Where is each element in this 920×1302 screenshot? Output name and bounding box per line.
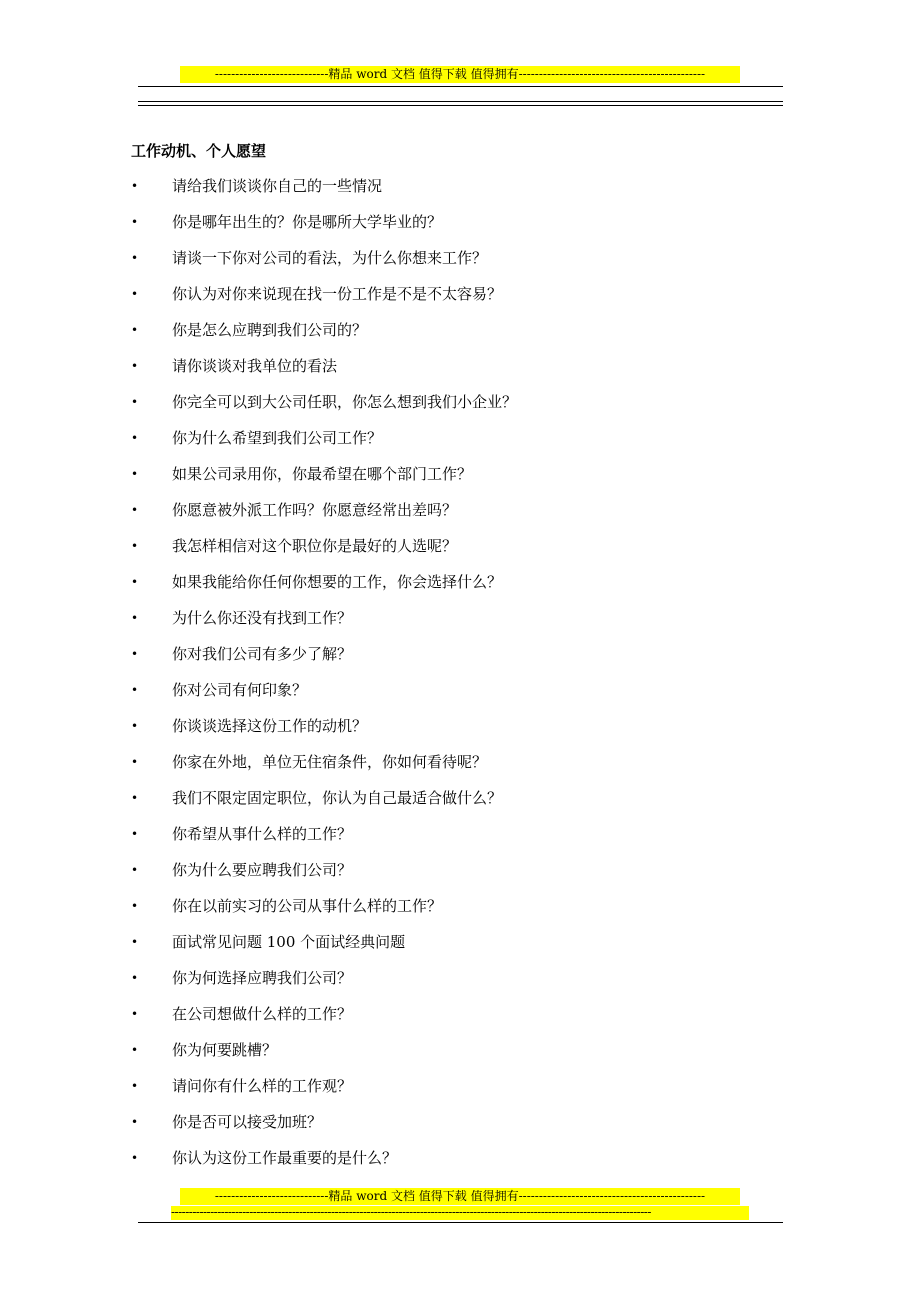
question-item	[131, 319, 771, 355]
bullet-icon: •	[131, 863, 139, 877]
bullet-icon: •	[131, 791, 139, 805]
bullet-icon: •	[131, 1007, 139, 1021]
question-text: 你家在外地，单位无住宿条件，你如何看待呢？	[172, 753, 488, 771]
question-text: 你为什么希望到我们公司工作？	[172, 429, 383, 447]
question-text: 请你谈谈对我单位的看法	[172, 357, 338, 375]
bullet-icon: •	[131, 647, 139, 661]
question-text: 请给我们谈谈你自己的一些情况	[172, 177, 383, 195]
question-item	[131, 859, 771, 895]
question-item	[131, 211, 771, 247]
question-item	[131, 1003, 771, 1039]
bullet-icon: •	[131, 1115, 139, 1129]
question-item	[131, 175, 771, 211]
question-text: 你为何要跳槽？	[172, 1041, 278, 1059]
bullet-icon: •	[131, 719, 139, 733]
question-text: 请谈一下你对公司的看法，为什么你想来工作？	[172, 249, 488, 267]
bullet-icon: •	[131, 251, 139, 265]
bullet-icon: •	[131, 503, 139, 517]
header-double-rule-bottom	[138, 105, 783, 106]
bullet-icon: •	[131, 395, 139, 409]
footer-dashes: ---------------------------------------------------------------------------------------------------------------------------------------	[171, 1206, 749, 1220]
question-text: 面试常见问题 100 个面试经典问题	[172, 933, 406, 951]
question-item	[131, 1039, 771, 1075]
question-text: 你是哪年出生的？你是哪所大学毕业的？	[172, 213, 443, 231]
bullet-icon: •	[131, 755, 139, 769]
bullet-icon: •	[131, 179, 139, 193]
bullet-icon: •	[131, 467, 139, 481]
section-title: 工作动机、个人愿望	[131, 142, 267, 160]
question-text: 你为何选择应聘我们公司？	[172, 969, 353, 987]
question-item	[131, 499, 771, 535]
bullet-icon: •	[131, 1043, 139, 1057]
question-item	[131, 715, 771, 751]
question-text: 你愿意被外派工作吗？你愿意经常出差吗？	[172, 501, 458, 519]
question-item	[131, 751, 771, 787]
question-text: 你对我们公司有多少了解？	[172, 645, 353, 663]
footer-banner: ----------------------------精品 word 文档 值得下载 值得拥有----------------------------------------------	[180, 1188, 740, 1205]
bullet-icon: •	[131, 1151, 139, 1165]
question-item	[131, 427, 771, 463]
question-item	[131, 355, 771, 391]
question-text: 如果我能给你任何你想要的工作，你会选择什么？	[172, 573, 503, 591]
bullet-icon: •	[131, 827, 139, 841]
question-item	[131, 391, 771, 427]
question-item	[131, 247, 771, 283]
question-item	[131, 643, 771, 679]
question-text: 在公司想做什么样的工作？	[172, 1005, 353, 1023]
question-item	[131, 787, 771, 823]
question-text: 你对公司有何印象？	[172, 681, 308, 699]
question-item	[131, 607, 771, 643]
question-text: 如果公司录用你，你最希望在哪个部门工作？	[172, 465, 473, 483]
bullet-icon: •	[131, 899, 139, 913]
question-item	[131, 283, 771, 319]
question-item	[131, 571, 771, 607]
question-item	[131, 535, 771, 571]
header-banner: ----------------------------精品 word 文档 值得下载 值得拥有----------------------------------------------	[180, 66, 740, 83]
question-item	[131, 1075, 771, 1111]
question-text: 你完全可以到大公司任职，你怎么想到我们小企业？	[172, 393, 518, 411]
bullet-icon: •	[131, 359, 139, 373]
question-text: 你是否可以接受加班？	[172, 1113, 323, 1131]
question-item	[131, 1147, 771, 1183]
question-text: 你认为这份工作最重要的是什么？	[172, 1149, 398, 1167]
bullet-icon: •	[131, 971, 139, 985]
bullet-icon: •	[131, 431, 139, 445]
header-rule	[138, 86, 783, 87]
footer-rule	[138, 1222, 783, 1223]
question-item	[131, 679, 771, 715]
bullet-icon: •	[131, 323, 139, 337]
question-item	[131, 463, 771, 499]
question-item	[131, 1111, 771, 1147]
question-item	[131, 967, 771, 1003]
question-text: 请问你有什么样的工作观？	[172, 1077, 353, 1095]
question-text: 你是怎么应聘到我们公司的？	[172, 321, 368, 339]
question-item	[131, 823, 771, 859]
question-text: 为什么你还没有找到工作？	[172, 609, 353, 627]
question-text: 我们不限定固定职位，你认为自己最适合做什么？	[172, 789, 503, 807]
bullet-icon: •	[131, 683, 139, 697]
bullet-icon: •	[131, 611, 139, 625]
question-text: 你为什么要应聘我们公司？	[172, 861, 353, 879]
header-double-rule-top	[138, 101, 783, 102]
bullet-icon: •	[131, 215, 139, 229]
bullet-icon: •	[131, 539, 139, 553]
question-text: 你谈谈选择这份工作的动机？	[172, 717, 368, 735]
bullet-icon: •	[131, 1079, 139, 1093]
question-text: 你认为对你来说现在找一份工作是不是不太容易？	[172, 285, 503, 303]
question-list	[131, 175, 771, 1183]
bullet-icon: •	[131, 287, 139, 301]
question-text: 你在以前实习的公司从事什么样的工作？	[172, 897, 443, 915]
question-item	[131, 895, 771, 931]
bullet-icon: •	[131, 575, 139, 589]
question-item	[131, 931, 771, 967]
question-text: 你希望从事什么样的工作？	[172, 825, 353, 843]
bullet-icon: •	[131, 935, 139, 949]
question-text: 我怎样相信对这个职位你是最好的人选呢？	[172, 537, 458, 555]
